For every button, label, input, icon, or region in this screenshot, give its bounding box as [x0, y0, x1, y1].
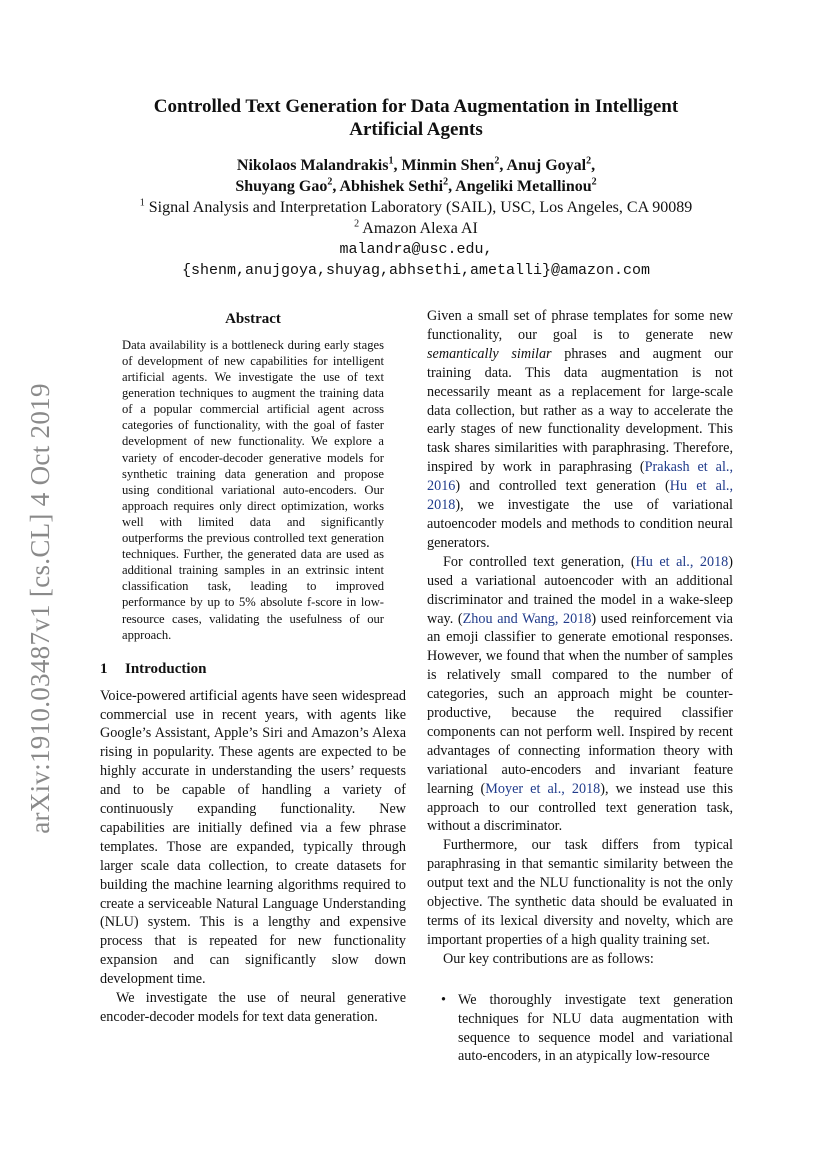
author-name: Minmin Shen [401, 157, 495, 174]
author-name: Angeliki Metallinou [455, 178, 592, 195]
author-name: Anuj Goyal [506, 157, 587, 174]
paper-title: Controlled Text Generation for Data Augmentation in Intelligent Artificial Agents [153, 96, 679, 140]
paragraph-text: phrases and augment our training data. This data augmentation is not necessarily meant as a replacement for large-scale data collection, but rather as a way to accelerate the early stages of new functionality development. This task shares similarities with paraphrasing. Therefore, inspired by work in paraphrasing ( [427, 345, 733, 476]
affiliation-mark: 2 [354, 218, 360, 230]
author-separator: , [448, 178, 456, 195]
abstract-text: Data availability is a bottleneck during early stages of development of new capabilities for intelligent artificial agents. We investigate the use of text generation techniques to augment the training data of a popular commercial artificial agent across categories of functionality, with the goal of faster development of new functionality. We explore a variety of encoder-decoder generative models for synthetic training data generation and propose using conditional variational auto-encoders. Our approach requires only direct optimization, works well with limited data and significantly outperforms the previous controlled text generation techniques. Further, the generated data are used as additional training samples in an extrinsic intent classification task, leading to improved performance by up to 5% absolute f-score in low-resource cases, validating the usefulness of our approach. [122, 337, 384, 642]
section-title: Introduction [125, 660, 207, 677]
section-number: 1 [100, 660, 108, 677]
author-affil-mark: 2 [586, 155, 592, 167]
author-affil-mark: 2 [494, 155, 500, 167]
author-separator: , [591, 157, 596, 174]
intro-paragraph-2: We investigate the use of neural generative encoder-decoder models for text data generation. [100, 990, 406, 1025]
affiliation-text: Amazon Alexa AI [362, 220, 478, 237]
author-affil-mark: 1 [388, 155, 394, 167]
affiliation-1 [96, 197, 736, 218]
abstract-heading: Abstract [225, 311, 281, 327]
affiliation-2 [96, 218, 736, 239]
intro-paragraph-5: Furthermore, our task differs from typical paraphrasing in that semantic similarity between the output text and the NLU functionality is not the only objective. The synthetic data should be evaluated in terms of its lexical diversity and novelty, which are important properties of a high quality training set. [427, 837, 733, 948]
author-line-2 [96, 176, 736, 197]
arxiv-sidebar-stamp [20, 376, 60, 840]
citation-link[interactable]: Hu et al., 2018 [427, 478, 733, 514]
email-amazon: {shenm,anujgoya,shuyag,abhsethi,ametalli}@amazon.com [181, 262, 651, 279]
right-column [427, 307, 733, 1066]
intro-paragraph-3 [427, 307, 733, 553]
author-affil-mark: 2 [591, 176, 597, 188]
paragraph-text: ), we instead use this approach to our controlled text generation task, without a discriminator. [427, 780, 733, 835]
intro-paragraph-6: Our key contributions are as follows: [443, 950, 654, 967]
citation-link[interactable]: Hu et al., 2018 [635, 553, 729, 570]
section-heading-introduction [100, 660, 406, 679]
affiliation-text: Signal Analysis and Interpretation Laboratory (SAIL), USC, Los Angeles, CA 90089 [148, 199, 693, 216]
author-line-1 [96, 155, 736, 176]
left-column [100, 307, 406, 1027]
paragraph-text: ) used a variational autoencoder with an additional discriminator and trained the model in a wake-sleep way. ( [427, 553, 733, 627]
author-separator: , [332, 178, 340, 195]
contributions-list [427, 991, 733, 1067]
citation-link[interactable]: Prakash et al., 2016 [427, 459, 733, 495]
emphasized-text: semantically similar [427, 345, 552, 362]
author-affil-mark: 2 [327, 176, 333, 188]
paragraph-text: ) and controlled text generation ( [455, 478, 670, 495]
author-name: Abhishek Sethi [339, 178, 444, 195]
intro-paragraph-1: Voice-powered artificial agents have seen widespread commercial use in recent years, with agents like Google’s Assistant, Apple’s Siri and Amazon’s Alexa rising in popularity. These agents are expected to be highly accurate in understanding the users’ requests and to be capable of handling a variety of continuously expanding functionality. New capabilities are initially defined via a few phrase templates. Those are expanded, typically through larger scale data collection, to create datasets for building the machine learning algorithms required to create a serviceable Natural Language Understanding (NLU) system. This is a lengthy and expensive process that is repeated for new functionality expansion and can significantly slow down development time. [100, 687, 406, 988]
author-affil-mark: 2 [443, 176, 449, 188]
list-item: • We thoroughly investigate text generation techniques for NLU data augmentation with sequence to sequence model and variational auto-encoders, in an atypically low-resource [427, 991, 733, 1067]
author-separator: , [499, 157, 507, 174]
affiliation-mark: 1 [139, 197, 145, 209]
author-separator: , [393, 157, 402, 174]
paragraph-text: ) used reinforcement via an emoji classifier to generate emotional responses. However, we found that when the number of samples is relatively small compared to the number of categories, such an approach might be counter-productive, because the required classifier components can not perform well. Inspired by recent advantages of connecting information theory with variational auto-encoders and invariant feature learning ( [427, 610, 733, 797]
arxiv-identifier: arXiv:1910.03487v1 [cs.CL] 4 Oct 2019 [24, 382, 55, 834]
paper-header [96, 95, 736, 281]
paragraph-text: For controlled text generation, ( [443, 553, 636, 570]
paragraph-text: ), we investigate the use of variational autoencoder models and methods to condition neural generators. [427, 497, 733, 551]
intro-paragraph-4 [427, 553, 733, 837]
email-usc: malandra@usc.edu, [339, 241, 493, 258]
author-name: Nikolaos Malandrakis [236, 157, 389, 174]
citation-link[interactable]: Moyer et al., 2018 [485, 780, 601, 797]
paragraph-text: Given a small set of phrase templates for some new functionality, our goal is to generate new [427, 308, 733, 343]
author-name: Shuyang Gao [235, 178, 328, 195]
citation-link[interactable]: Zhou and Wang, 2018 [462, 610, 592, 627]
